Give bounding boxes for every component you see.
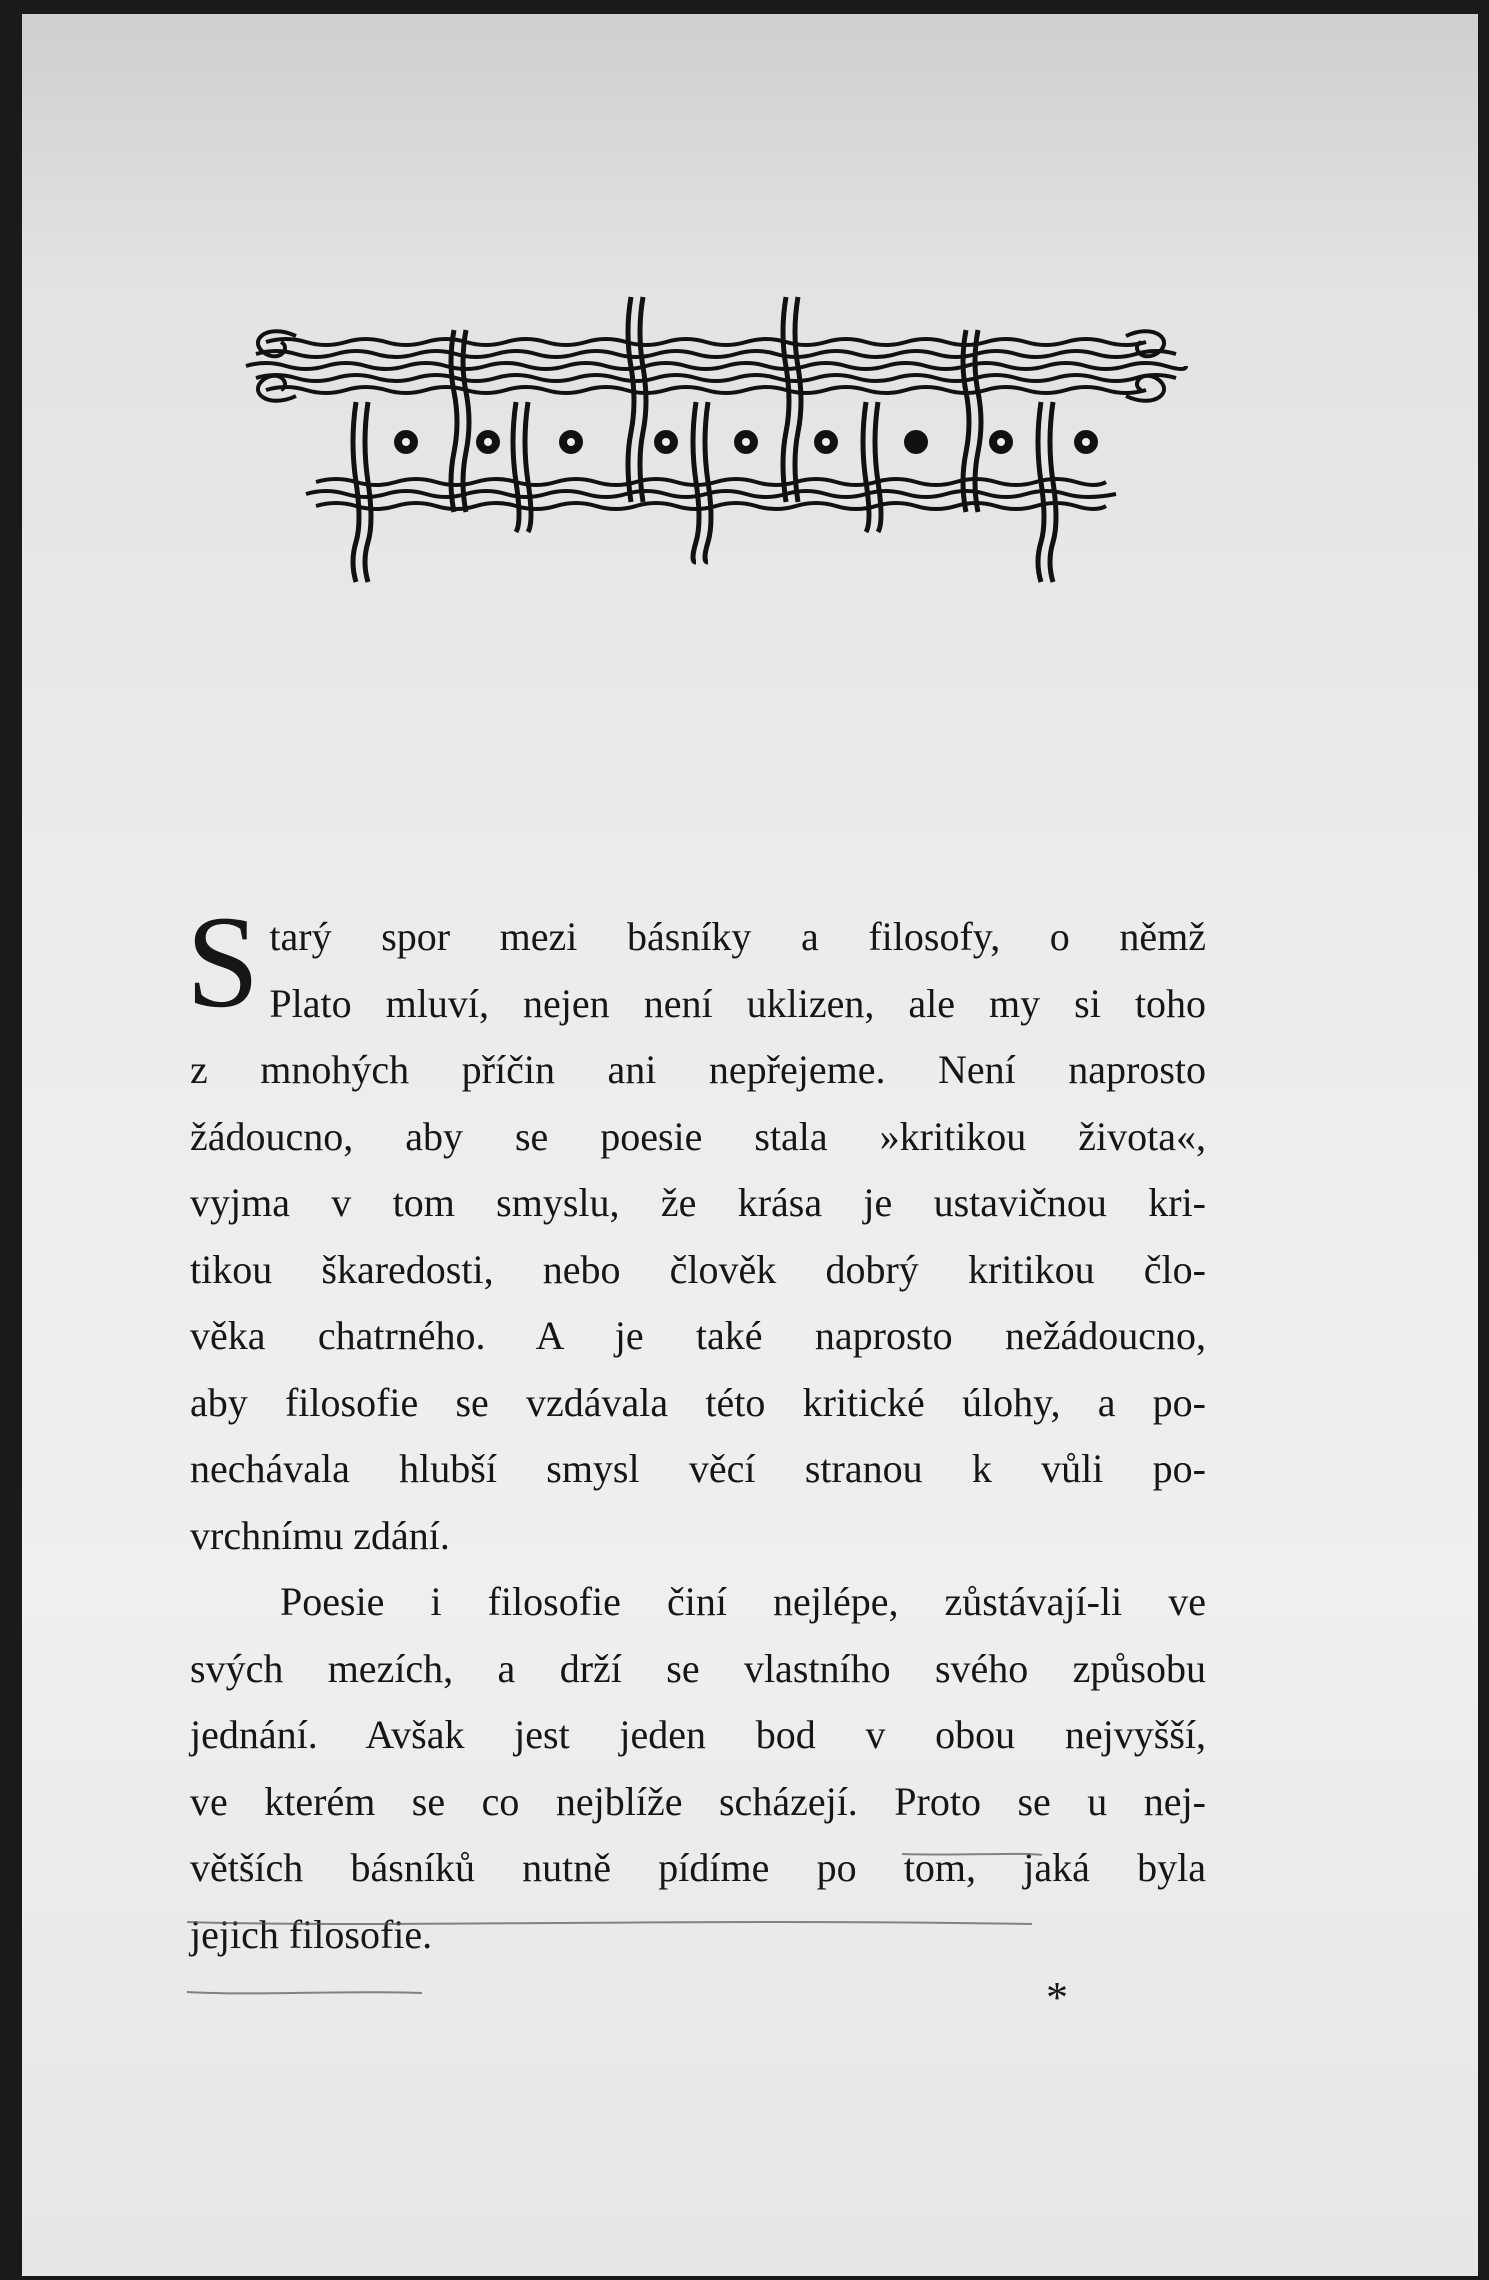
text-line: tikou škaredosti, nebo člověk dobrý kritikou člo- bbox=[190, 1246, 1206, 1292]
woven-band-ornament-icon bbox=[226, 292, 1206, 597]
paragraph-1 bbox=[186, 888, 1206, 1569]
text-line: jejich filosofie. bbox=[190, 1911, 433, 1957]
text-line: věka chatrného. A je také naprosto nežádoucno, bbox=[190, 1313, 1206, 1358]
text-line: tarý spor mezi básníky a filosofy, o němž bbox=[269, 914, 1206, 959]
text-line: jednání. Avšak jest jeden bod v obou nejvyšší, bbox=[190, 1712, 1206, 1757]
text-line: Poesie i filosofie činí nejlépe, zůstávají-li ve bbox=[280, 1579, 1206, 1624]
book-page bbox=[22, 14, 1478, 2276]
text-line: nechávala hlubší smysl věcí stranou k vůli po- bbox=[190, 1446, 1206, 1491]
text-line: svých mezích, a drží se vlastního svého způsobu bbox=[190, 1645, 1206, 1691]
text-line: Plato mluví, nejen není uklizen, ale my si toho bbox=[269, 980, 1206, 1026]
paragraph-2 bbox=[190, 1569, 1206, 1968]
text-line: z mnohých příčin ani nepřejeme. Není naprosto bbox=[190, 1047, 1206, 1092]
text-line: žádoucno, aby se poesie stala »kritikou života«, bbox=[190, 1113, 1206, 1159]
text-line: ve kterém se co nejblíže scházejí. Proto se u nej- bbox=[190, 1778, 1206, 1824]
text-line: vyjma v tom smyslu, že krása je ustavičnou kri- bbox=[190, 1180, 1206, 1225]
drop-cap: S bbox=[186, 888, 260, 1035]
text-line: aby filosofie se vzdávala této kritické úlohy, a po- bbox=[190, 1379, 1206, 1425]
body-text bbox=[186, 888, 1206, 1968]
text-line: vrchnímu zdání. bbox=[190, 1512, 450, 1558]
end-mark: * bbox=[1046, 1973, 1068, 2022]
text-line: větších básníků nutně pídíme po tom, jaká byla bbox=[190, 1845, 1206, 1890]
